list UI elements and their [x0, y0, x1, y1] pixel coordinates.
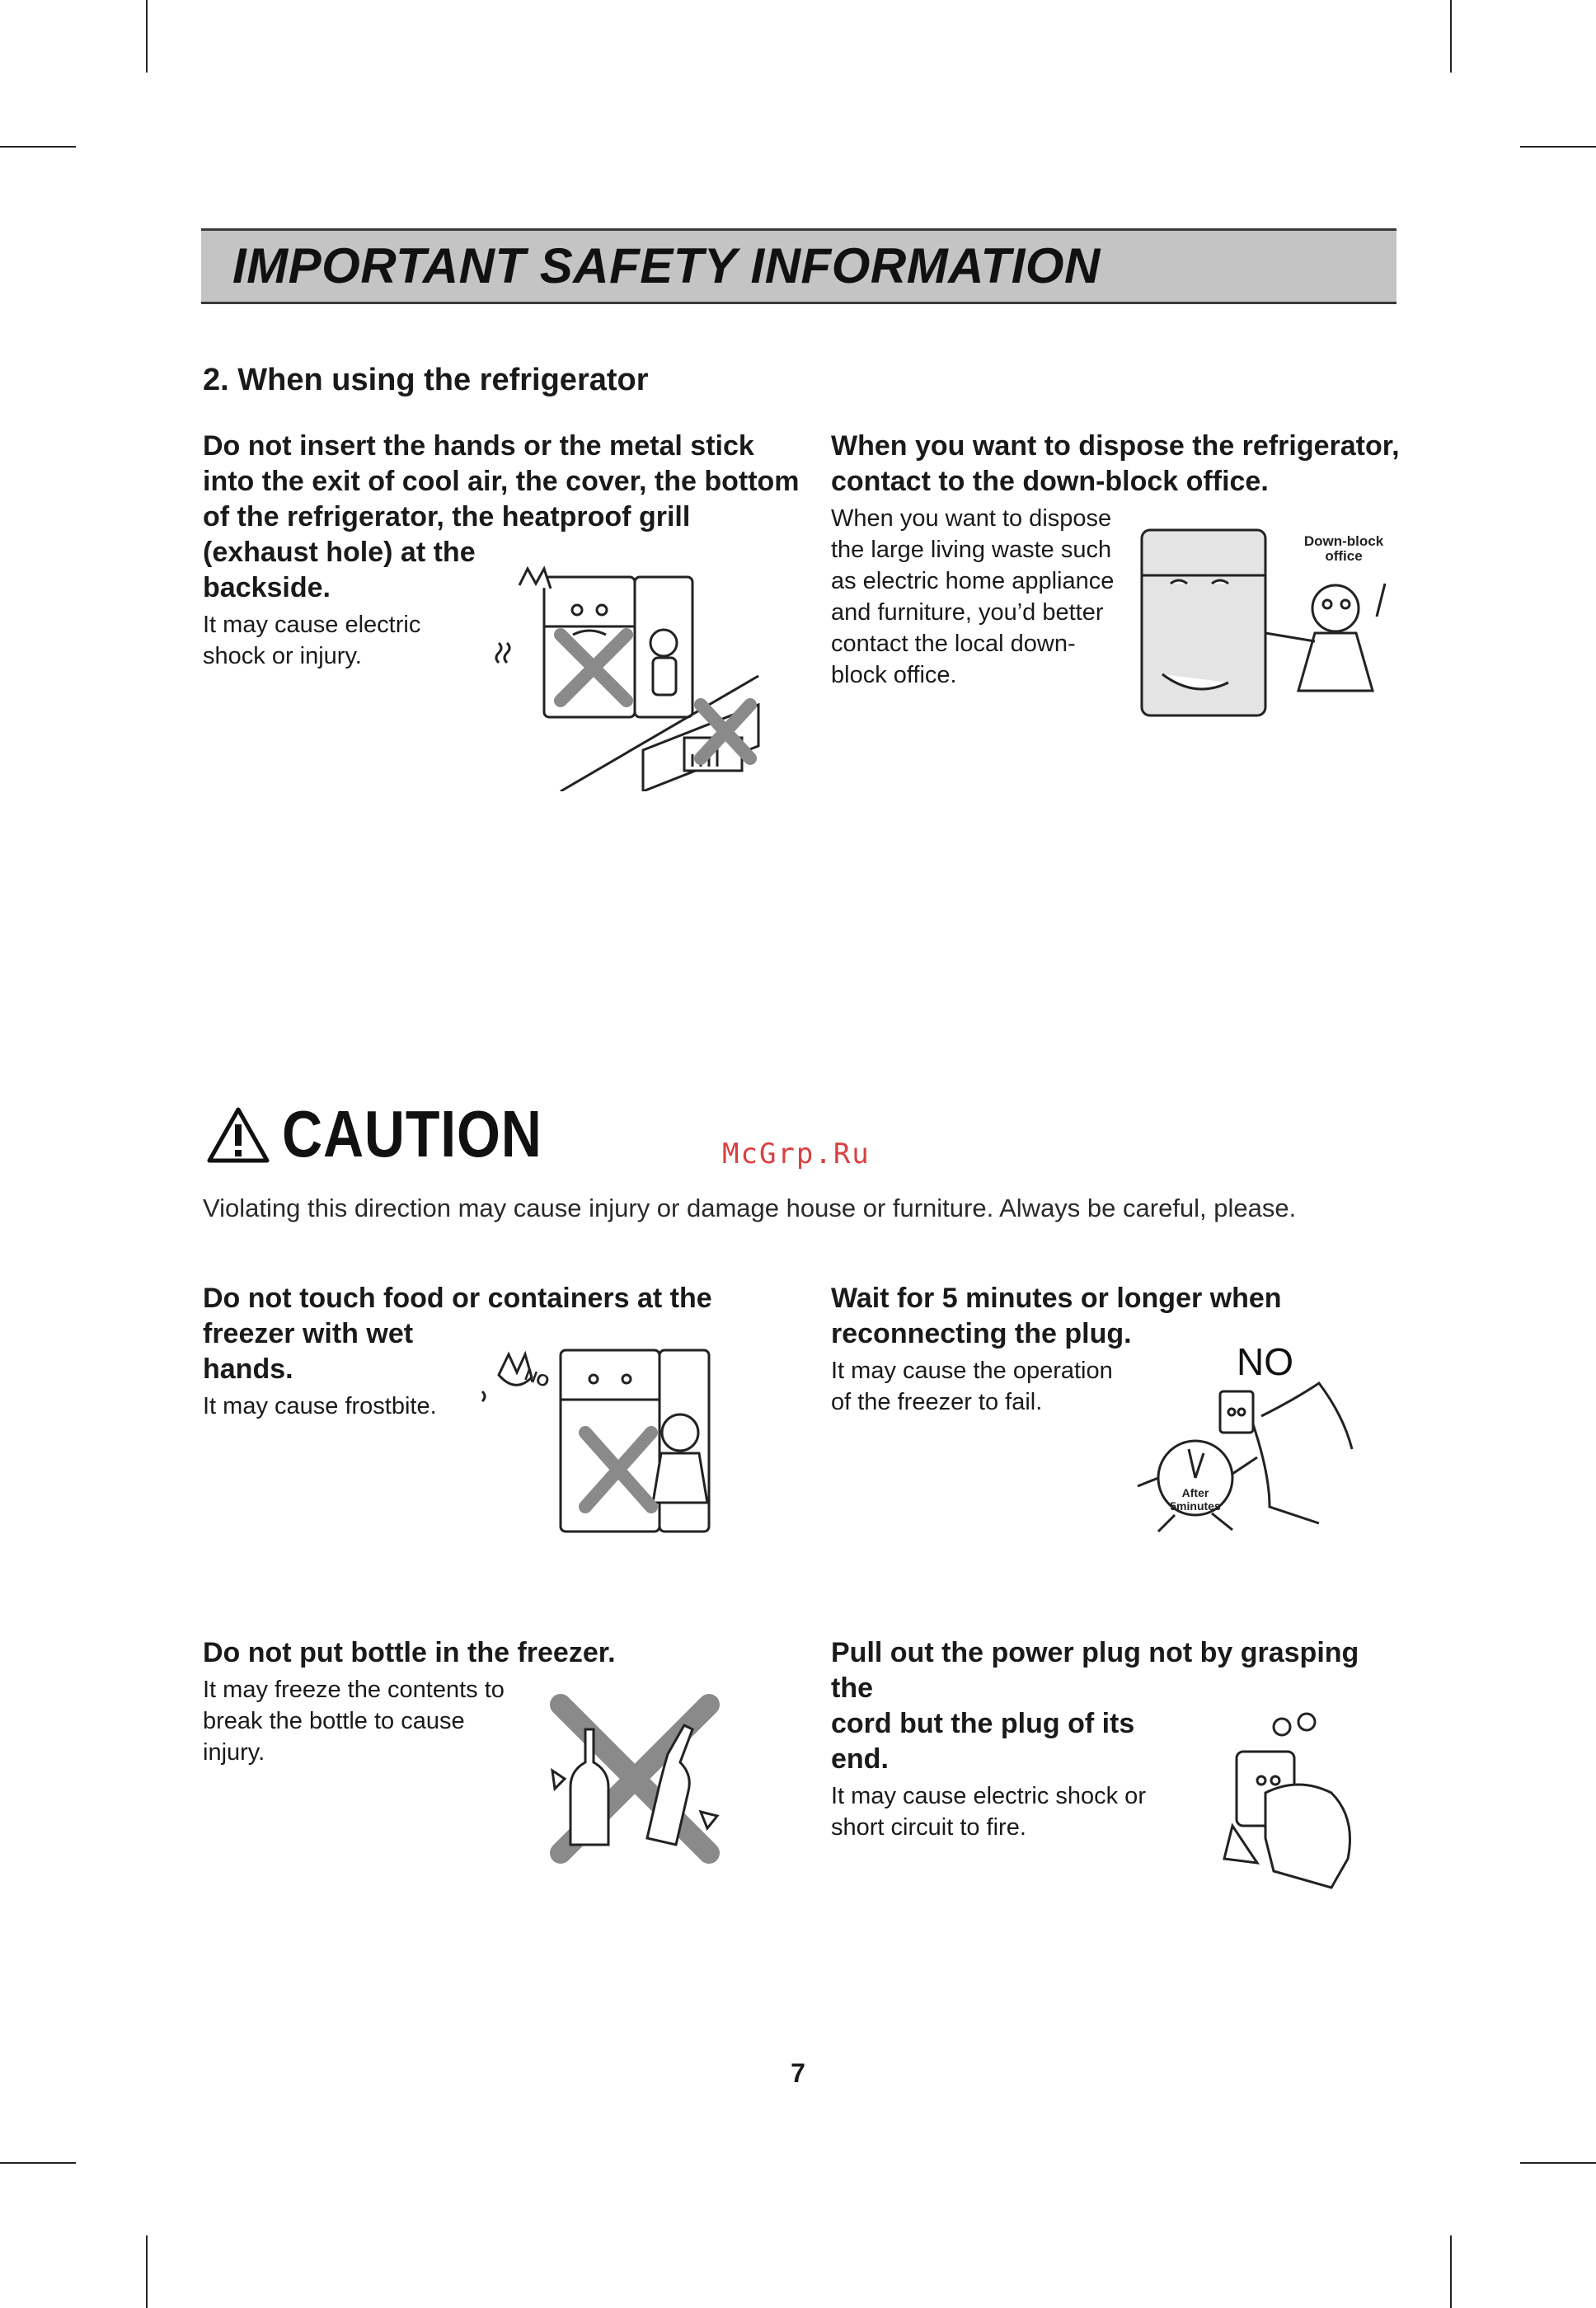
item-body: It may cause frostbite.: [203, 1393, 437, 1419]
section-title: 2. When using the refrigerator: [203, 363, 649, 397]
crop-mark: [0, 146, 76, 148]
crop-mark: [1450, 0, 1452, 73]
item-body: It may cause electric shock or short circuit to fire.: [831, 1783, 1146, 1841]
no-label: NO: [1237, 1340, 1293, 1383]
item-body: It may freeze the contents to break the bottle to cause injury.: [203, 1677, 505, 1766]
illustration-pull-plug-hand: [1216, 1710, 1381, 1892]
crop-mark: [1520, 2162, 1596, 2164]
warning-triangle-icon: [206, 1106, 270, 1164]
illustration-plug-clock: [1129, 1334, 1377, 1564]
illustration-bottles-freezer: [536, 1688, 734, 1869]
page-number: 7: [791, 2058, 805, 2088]
item-body: When you want to dispose the large living waste such as electric home appliance and furniture, you’d better contact the local down- block office.: [831, 505, 1115, 688]
header-band: [201, 228, 1396, 304]
illustration-dispose-refrigerator: [1138, 526, 1401, 724]
caution-description: Violating this direction may cause injury or damage house or furniture. Always be careful, please.: [203, 1194, 1297, 1222]
item-heading: Pull out the power plug not by grasping the cord but the plug of its end.: [831, 1637, 1359, 1775]
clock-label: 5minutes: [1170, 1499, 1221, 1513]
page-title: IMPORTANT SAFETY INFORMATION: [232, 238, 1101, 293]
item-heading: Do not insert the hands or the metal stick into the exit of cool air, the cover, the bottom of the refrigerator, the heatproof grill (exhaust hole) at the backside.: [203, 430, 800, 603]
crop-mark: [1450, 2235, 1452, 2308]
item-heading: When you want to dispose the refrigerator, contact to the down-block office.: [831, 430, 1400, 497]
svg-text:NO: NO: [522, 1366, 552, 1391]
item-heading: Do not touch food or containers at the freezer with wet hands.: [203, 1283, 712, 1385]
illustration-freezer-wet-hands: [478, 1342, 725, 1548]
item-heading: Do not put bottle in the freezer.: [203, 1637, 616, 1668]
crop-mark: [146, 0, 148, 73]
crop-mark: [146, 2235, 148, 2308]
watermark: McGrp.Ru: [722, 1138, 871, 1170]
caution-label: CAUTION: [282, 1097, 542, 1170]
clock-label: After: [1181, 1486, 1209, 1499]
item-body: It may cause electric shock or injury.: [203, 612, 421, 669]
illustration-label: office: [1325, 548, 1363, 564]
crop-mark: [0, 2162, 76, 2164]
illustration-refrigerator-hands: [495, 561, 791, 791]
illustration-label: Down-block: [1303, 533, 1384, 549]
item-heading: Wait for 5 minutes or longer when reconnecting the plug.: [831, 1283, 1282, 1349]
crop-mark: [1520, 146, 1596, 148]
item-body: It may cause the operation of the freezer to fail.: [831, 1358, 1113, 1415]
